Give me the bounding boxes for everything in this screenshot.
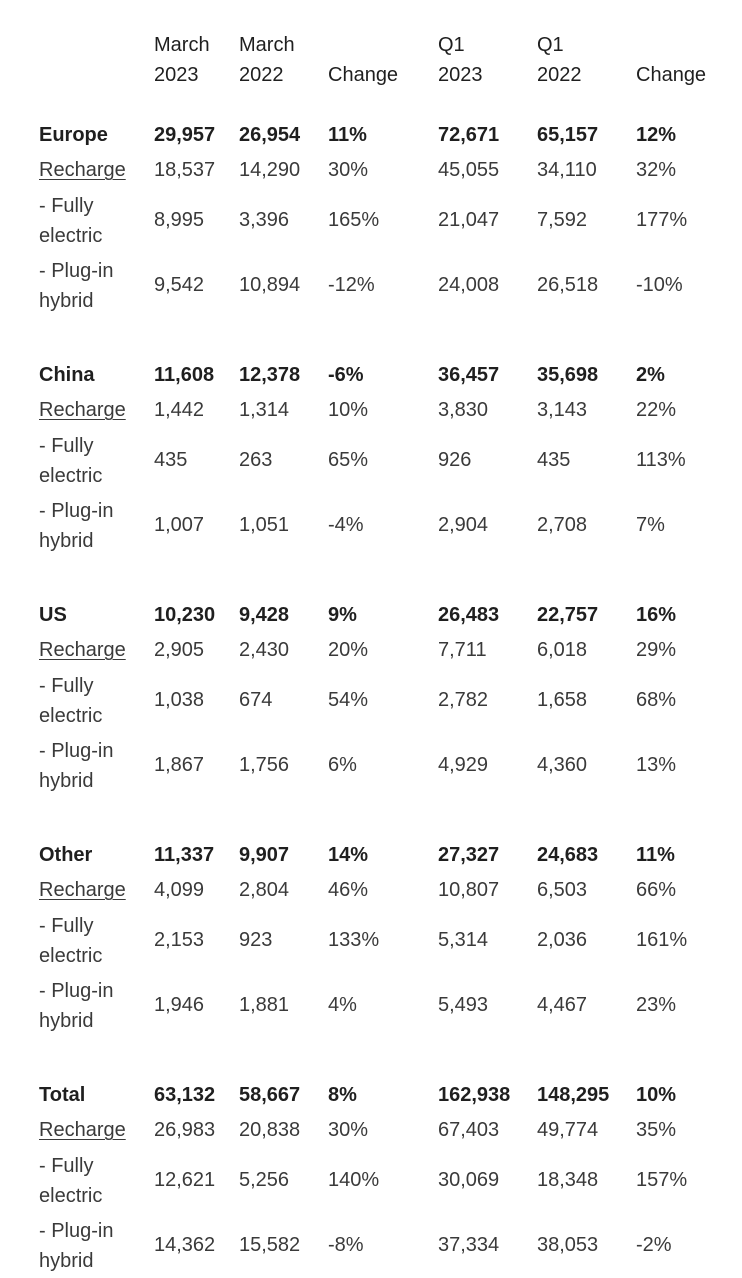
header-change-month-text: Change xyxy=(328,64,399,86)
cell-q1-2023: 72,671 xyxy=(438,124,500,146)
cell-change-month: 10% xyxy=(328,399,369,421)
cell-march-2022: 2,430 xyxy=(239,639,290,661)
fully-electric-label: - Fully electric xyxy=(39,914,103,967)
cell-q1-2022: 38,053 xyxy=(537,1234,599,1256)
cell-march-2023: 435 xyxy=(154,449,188,471)
fully-electric-label: - Fully electric xyxy=(39,194,103,247)
cell-change-quarter: -10% xyxy=(636,274,683,296)
cell-q1-2023: 2,904 xyxy=(438,514,489,536)
region-row xyxy=(28,598,728,633)
cell-march-2022: 20,838 xyxy=(239,1119,301,1141)
plug-in-hybrid-label: - Plug-in hybrid xyxy=(39,259,114,312)
cell-q1-2023: 10,807 xyxy=(438,879,500,901)
cell-change-quarter: 32% xyxy=(636,159,677,181)
header-label xyxy=(28,10,154,118)
plug-in-hybrid-label: - Plug-in hybrid xyxy=(39,979,114,1032)
cell-q1-2023: 67,403 xyxy=(438,1119,500,1141)
cell-change-quarter: 161% xyxy=(636,929,688,951)
header-change-month xyxy=(328,10,438,118)
recharge-row xyxy=(28,393,728,428)
cell-change-quarter: 2% xyxy=(636,364,665,386)
cell-change-month: 14% xyxy=(328,844,369,866)
cell-q1-2023: 45,055 xyxy=(438,159,500,181)
header-change-quarter xyxy=(636,10,728,118)
recharge-row xyxy=(28,1113,728,1148)
cell-q1-2023: 4,929 xyxy=(438,754,489,776)
plug-in-hybrid-row xyxy=(28,253,728,318)
header-change-quarter-text: Change xyxy=(636,64,707,86)
header-q1-2023-line1: Q1 xyxy=(438,34,465,56)
cell-march-2023: 11,608 xyxy=(154,364,215,386)
recharge-row xyxy=(28,153,728,188)
plug-in-hybrid-row xyxy=(28,1213,728,1278)
region-name: China xyxy=(39,364,95,386)
cell-march-2023: 18,537 xyxy=(154,159,216,181)
cell-march-2022: 3,396 xyxy=(239,209,290,231)
cell-q1-2022: 49,774 xyxy=(537,1119,599,1141)
recharge-label-text: Recharge xyxy=(39,879,126,901)
recharge-label xyxy=(28,153,154,188)
cell-change-quarter: 35% xyxy=(636,1119,677,1141)
cell-change-month: -6% xyxy=(328,364,364,386)
cell-march-2022: 674 xyxy=(239,689,273,711)
cell-change-quarter: 12% xyxy=(636,124,677,146)
cell-march-2022: 1,051 xyxy=(239,514,290,536)
recharge-label-text: Recharge xyxy=(39,639,126,661)
plug-in-hybrid-label: - Plug-in hybrid xyxy=(39,1219,114,1272)
fully-electric-label: - Fully electric xyxy=(39,674,103,727)
cell-march-2023: 1,867 xyxy=(154,754,205,776)
cell-march-2022: 9,428 xyxy=(239,604,290,626)
cell-change-quarter: -2% xyxy=(636,1234,672,1256)
cell-change-month: -12% xyxy=(328,274,375,296)
cell-march-2022: 9,907 xyxy=(239,844,290,866)
cell-change-month: 6% xyxy=(328,754,357,776)
cell-march-2023: 26,983 xyxy=(154,1119,216,1141)
cell-q1-2022: 18,348 xyxy=(537,1169,599,1191)
cell-change-month: 165% xyxy=(328,209,380,231)
section-spacer xyxy=(28,1038,728,1078)
fully-electric-label: - Fully electric xyxy=(39,434,103,487)
header-q1-2022 xyxy=(537,10,636,118)
recharge-row xyxy=(28,633,728,668)
cell-q1-2022: 4,467 xyxy=(537,994,588,1016)
plug-in-hybrid-row xyxy=(28,493,728,558)
fully-electric-row xyxy=(28,428,728,493)
cell-change-quarter: 11% xyxy=(636,844,675,866)
cell-march-2022: 14,290 xyxy=(239,159,301,181)
cell-q1-2022: 24,683 xyxy=(537,844,599,866)
cell-q1-2022: 148,295 xyxy=(537,1084,610,1106)
region-name: Other xyxy=(39,844,93,866)
cell-march-2022: 2,804 xyxy=(239,879,290,901)
cell-q1-2023: 36,457 xyxy=(438,364,500,386)
recharge-label-text: Recharge xyxy=(39,1119,126,1141)
fully-electric-row xyxy=(28,1148,728,1213)
cell-q1-2022: 34,110 xyxy=(537,159,597,181)
cell-q1-2022: 4,360 xyxy=(537,754,588,776)
cell-change-quarter: 157% xyxy=(636,1169,688,1191)
region-row xyxy=(28,1078,728,1113)
region-name: Europe xyxy=(39,124,108,146)
recharge-label xyxy=(28,633,154,668)
cell-march-2023: 2,153 xyxy=(154,929,205,951)
section-spacer-cell xyxy=(28,558,728,598)
cell-q1-2023: 30,069 xyxy=(438,1169,500,1191)
cell-march-2022: 12,378 xyxy=(239,364,301,386)
cell-q1-2022: 2,708 xyxy=(537,514,588,536)
header-row xyxy=(28,10,728,118)
cell-q1-2023: 2,782 xyxy=(438,689,489,711)
table-body xyxy=(28,118,728,1278)
region-row xyxy=(28,118,728,153)
cell-march-2022: 923 xyxy=(239,929,273,951)
plug-in-hybrid-label: - Plug-in hybrid xyxy=(39,739,114,792)
cell-march-2023: 1,442 xyxy=(154,399,205,421)
recharge-label-text: Recharge xyxy=(39,159,126,181)
fully-electric-label: - Fully electric xyxy=(39,1154,103,1207)
cell-q1-2022: 65,157 xyxy=(537,124,599,146)
region-row xyxy=(28,838,728,873)
cell-march-2023: 4,099 xyxy=(154,879,205,901)
header-march-2022-line2: 2022 xyxy=(239,64,284,86)
cell-q1-2023: 5,314 xyxy=(438,929,489,951)
cell-q1-2023: 26,483 xyxy=(438,604,500,626)
cell-march-2023: 1,007 xyxy=(154,514,205,536)
cell-change-month: 65% xyxy=(328,449,369,471)
cell-q1-2022: 6,503 xyxy=(537,879,588,901)
cell-change-quarter: 23% xyxy=(636,994,677,1016)
cell-change-quarter: 16% xyxy=(636,604,677,626)
cell-march-2023: 63,132 xyxy=(154,1084,216,1106)
fully-electric-row xyxy=(28,188,728,253)
region-row xyxy=(28,358,728,393)
cell-march-2023: 8,995 xyxy=(154,209,205,231)
header-march-2022 xyxy=(239,10,328,118)
plug-in-hybrid-row xyxy=(28,733,728,798)
cell-march-2022: 15,582 xyxy=(239,1234,301,1256)
plug-in-hybrid-row xyxy=(28,973,728,1038)
cell-change-month: 30% xyxy=(328,159,369,181)
section-spacer xyxy=(28,798,728,838)
cell-change-month: 46% xyxy=(328,879,369,901)
cell-change-quarter: 177% xyxy=(636,209,688,231)
cell-change-quarter: 68% xyxy=(636,689,677,711)
cell-change-month: 140% xyxy=(328,1169,380,1191)
cell-q1-2022: 22,757 xyxy=(537,604,599,626)
plug-in-hybrid-label: - Plug-in hybrid xyxy=(39,499,114,552)
cell-change-quarter: 13% xyxy=(636,754,677,776)
cell-change-month: -8% xyxy=(328,1234,364,1256)
sales-table xyxy=(28,10,728,1278)
recharge-label xyxy=(28,873,154,908)
cell-change-month: 133% xyxy=(328,929,380,951)
region-name: US xyxy=(39,604,67,626)
cell-change-month: 20% xyxy=(328,639,369,661)
recharge-label xyxy=(28,1113,154,1148)
header-q1-2022-line2: 2022 xyxy=(537,64,582,86)
section-spacer xyxy=(28,558,728,598)
cell-march-2023: 12,621 xyxy=(154,1169,216,1191)
header-q1-2022-line1: Q1 xyxy=(537,34,564,56)
cell-march-2023: 11,337 xyxy=(154,844,215,866)
cell-change-month: 30% xyxy=(328,1119,369,1141)
cell-march-2023: 2,905 xyxy=(154,639,205,661)
cell-q1-2023: 7,711 xyxy=(438,639,487,661)
cell-change-quarter: 29% xyxy=(636,639,677,661)
cell-march-2023: 1,038 xyxy=(154,689,205,711)
section-spacer-cell xyxy=(28,1038,728,1078)
cell-change-quarter: 7% xyxy=(636,514,665,536)
cell-march-2023: 29,957 xyxy=(154,124,216,146)
cell-q1-2022: 1,658 xyxy=(537,689,588,711)
cell-change-quarter: 113% xyxy=(636,449,686,471)
recharge-label-text: Recharge xyxy=(39,399,126,421)
fully-electric-row xyxy=(28,908,728,973)
cell-q1-2022: 26,518 xyxy=(537,274,599,296)
cell-q1-2023: 3,830 xyxy=(438,399,489,421)
cell-q1-2022: 3,143 xyxy=(537,399,588,421)
cell-q1-2023: 5,493 xyxy=(438,994,489,1016)
cell-q1-2023: 24,008 xyxy=(438,274,500,296)
header-march-2023 xyxy=(154,10,239,118)
header-march-2023-line1: March xyxy=(154,34,210,56)
recharge-row xyxy=(28,873,728,908)
cell-march-2022: 1,756 xyxy=(239,754,290,776)
cell-march-2023: 9,542 xyxy=(154,274,205,296)
region-name: Total xyxy=(39,1084,86,1106)
cell-march-2022: 26,954 xyxy=(239,124,301,146)
cell-q1-2022: 6,018 xyxy=(537,639,588,661)
cell-march-2023: 10,230 xyxy=(154,604,216,626)
cell-change-month: 11% xyxy=(328,124,367,146)
header-q1-2023 xyxy=(438,10,537,118)
cell-change-month: 8% xyxy=(328,1084,357,1106)
section-spacer-cell xyxy=(28,798,728,838)
cell-change-month: 9% xyxy=(328,604,357,626)
cell-q1-2022: 7,592 xyxy=(537,209,588,231)
recharge-label xyxy=(28,393,154,428)
section-spacer-cell xyxy=(28,318,728,358)
cell-march-2022: 1,314 xyxy=(239,399,290,421)
cell-change-quarter: 22% xyxy=(636,399,677,421)
cell-march-2022: 58,667 xyxy=(239,1084,301,1106)
cell-march-2023: 14,362 xyxy=(154,1234,216,1256)
cell-q1-2023: 926 xyxy=(438,449,472,471)
cell-march-2022: 263 xyxy=(239,449,273,471)
cell-march-2022: 5,256 xyxy=(239,1169,290,1191)
cell-q1-2022: 2,036 xyxy=(537,929,588,951)
header-march-2022-line1: March xyxy=(239,34,295,56)
cell-q1-2022: 435 xyxy=(537,449,571,471)
cell-change-month: 54% xyxy=(328,689,369,711)
cell-march-2022: 1,881 xyxy=(239,994,290,1016)
cell-change-quarter: 10% xyxy=(636,1084,677,1106)
cell-q1-2023: 162,938 xyxy=(438,1084,511,1106)
section-spacer xyxy=(28,318,728,358)
cell-q1-2023: 21,047 xyxy=(438,209,500,231)
cell-march-2023: 1,946 xyxy=(154,994,205,1016)
cell-change-month: 4% xyxy=(328,994,357,1016)
cell-change-quarter: 66% xyxy=(636,879,677,901)
cell-q1-2023: 37,334 xyxy=(438,1234,500,1256)
header-q1-2023-line2: 2023 xyxy=(438,64,483,86)
fully-electric-row xyxy=(28,668,728,733)
header-march-2023-line2: 2023 xyxy=(154,64,199,86)
cell-march-2022: 10,894 xyxy=(239,274,301,296)
cell-q1-2022: 35,698 xyxy=(537,364,599,386)
cell-change-month: -4% xyxy=(328,514,364,536)
cell-q1-2023: 27,327 xyxy=(438,844,500,866)
